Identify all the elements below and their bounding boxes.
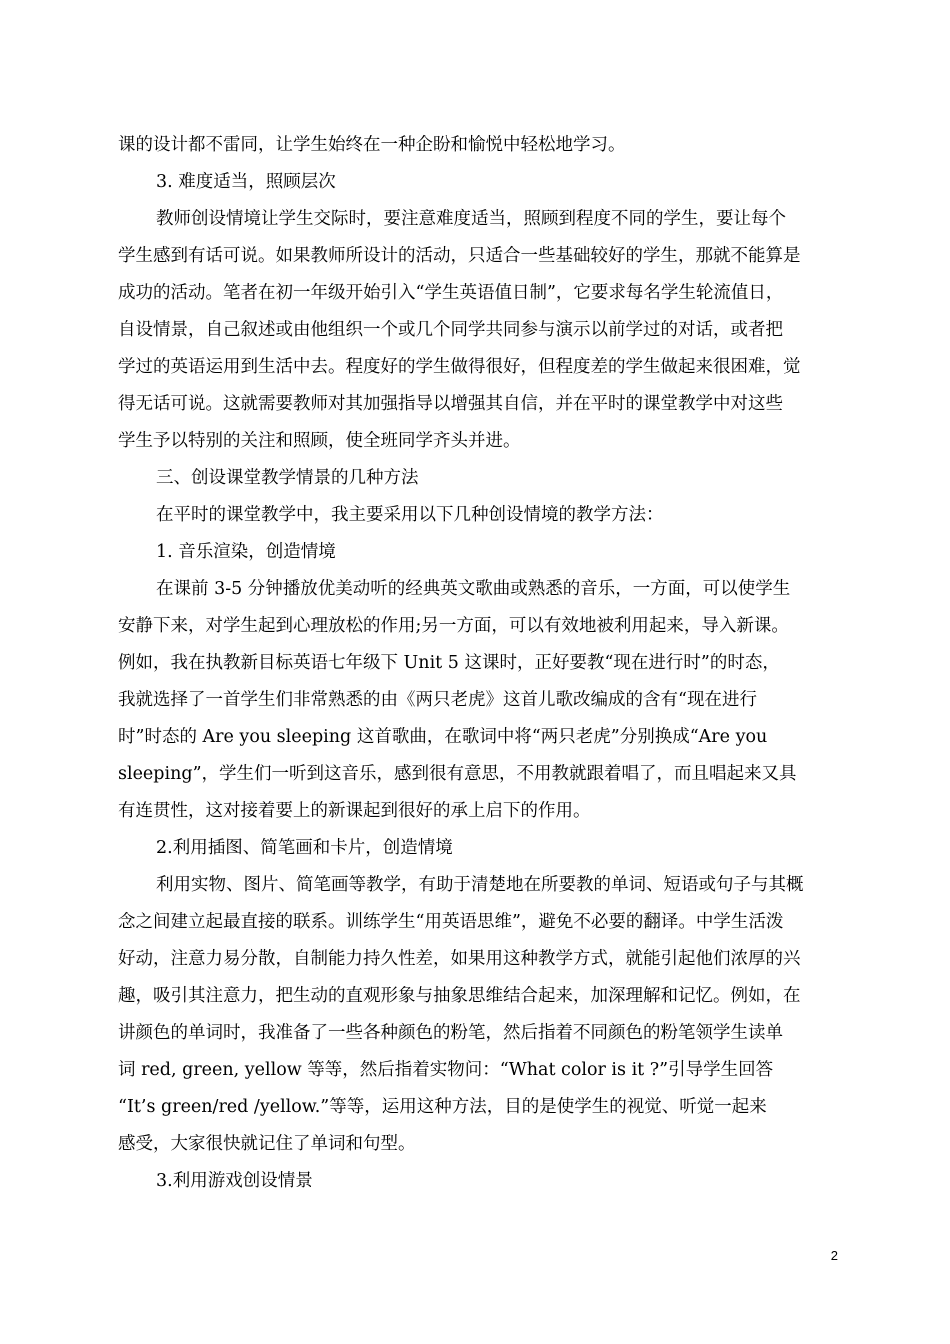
text-line: 时”时态的 Are you sleeping 这首歌曲，在歌词中将“两只老虎”分别换成“Are you bbox=[118, 727, 768, 747]
text-line: 学过的英语运用到生活中去。程度好的学生做得很好，但程度差的学生做起来很困难，觉 bbox=[118, 357, 801, 377]
text-line: 学生感到有话可说。如果教师所设计的活动，只适合一些基础较好的学生，那就不能算是 bbox=[118, 246, 801, 266]
text-line: 1. 音乐渲染，创造情境 bbox=[156, 542, 336, 562]
text-line: 三、创设课堂教学情景的几种方法 bbox=[156, 468, 419, 488]
body-text bbox=[118, 127, 838, 1200]
text-line: 念之间建立起最直接的联系。训练学生“用英语思维”，避免不必要的翻译。中学生活泼 bbox=[118, 912, 784, 932]
text-line: 在课前 3-5 分钟播放优美动听的经典英文歌曲或熟悉的音乐，一方面，可以使学生 bbox=[156, 579, 791, 599]
text-line: 讲颜色的单词时，我准备了一些各种颜色的粉笔，然后指着不同颜色的粉笔领学生读单 bbox=[118, 1023, 783, 1043]
text-line: 我就选择了一首学生们非常熟悉的由《两只老虎》这首儿歌改编成的含有“现在进行 bbox=[118, 690, 757, 710]
text-line: 学生予以特别的关注和照顾，使全班同学齐头并进。 bbox=[118, 431, 521, 451]
text-line: 例如，我在执教新目标英语七年级下 Unit 5 这课时，正好要教“现在进行时”的时态， bbox=[118, 653, 780, 673]
text-line: 利用实物、图片、简笔画等教学，有助于清楚地在所要教的单词、短语或句子与其概 bbox=[156, 875, 804, 895]
text-line: 词 red, green, yellow 等等，然后指着实物问：“What color is it ?”引导学生回答 bbox=[118, 1060, 774, 1080]
text-line: 安静下来，对学生起到心理放松的作用;另一方面，可以有效地被利用起来，导入新课。 bbox=[118, 616, 789, 636]
page-number: 2 bbox=[830, 1248, 838, 1263]
text-line: 3. 难度适当，照顾层次 bbox=[156, 172, 336, 192]
text-line: “It’s green/red /yellow.”等等，运用这种方法，目的是使学生的视觉、听觉一起来 bbox=[118, 1097, 767, 1117]
text-line: 在平时的课堂教学中，我主要采用以下几种创设情境的教学方法： bbox=[156, 505, 664, 525]
text-line: 3.利用游戏创设情景 bbox=[156, 1171, 313, 1191]
text-line: sleeping”，学生们一听到这音乐，感到很有意思，不用教就跟着唱了，而且唱起来又具 bbox=[118, 764, 797, 784]
text-line: 教师创设情境让学生交际时，要注意难度适当，照顾到程度不同的学生，要让每个 bbox=[156, 209, 786, 229]
text-line: 课的设计都不雷同，让学生始终在一种企盼和愉悦中轻松地学习。 bbox=[118, 135, 626, 155]
text-line: 2.利用插图、简笔画和卡片，创造情境 bbox=[156, 838, 453, 858]
text-line: 趣，吸引其注意力，把生动的直观形象与抽象思维结合起来，加深理解和记忆。例如，在 bbox=[118, 986, 801, 1006]
text-line: 成功的活动。笔者在初一年级开始引入“学生英语值日制”，它要求每名学生轮流值日， bbox=[118, 283, 784, 303]
text-line: 感受，大家很快就记住了单词和句型。 bbox=[118, 1134, 416, 1154]
text-line: 自设情景，自己叙述或由他组织一个或几个同学共同参与演示以前学过的对话，或者把 bbox=[118, 320, 783, 340]
text-line: 好动，注意力易分散，自制能力持久性差，如果用这种教学方式，就能引起他们浓厚的兴 bbox=[118, 949, 801, 969]
text-line: 有连贯性，这对接着要上的新课起到很好的承上启下的作用。 bbox=[118, 801, 591, 821]
text-line: 得无话可说。这就需要教师对其加强指导以增强其自信，并在平时的课堂教学中对这些 bbox=[118, 394, 783, 414]
